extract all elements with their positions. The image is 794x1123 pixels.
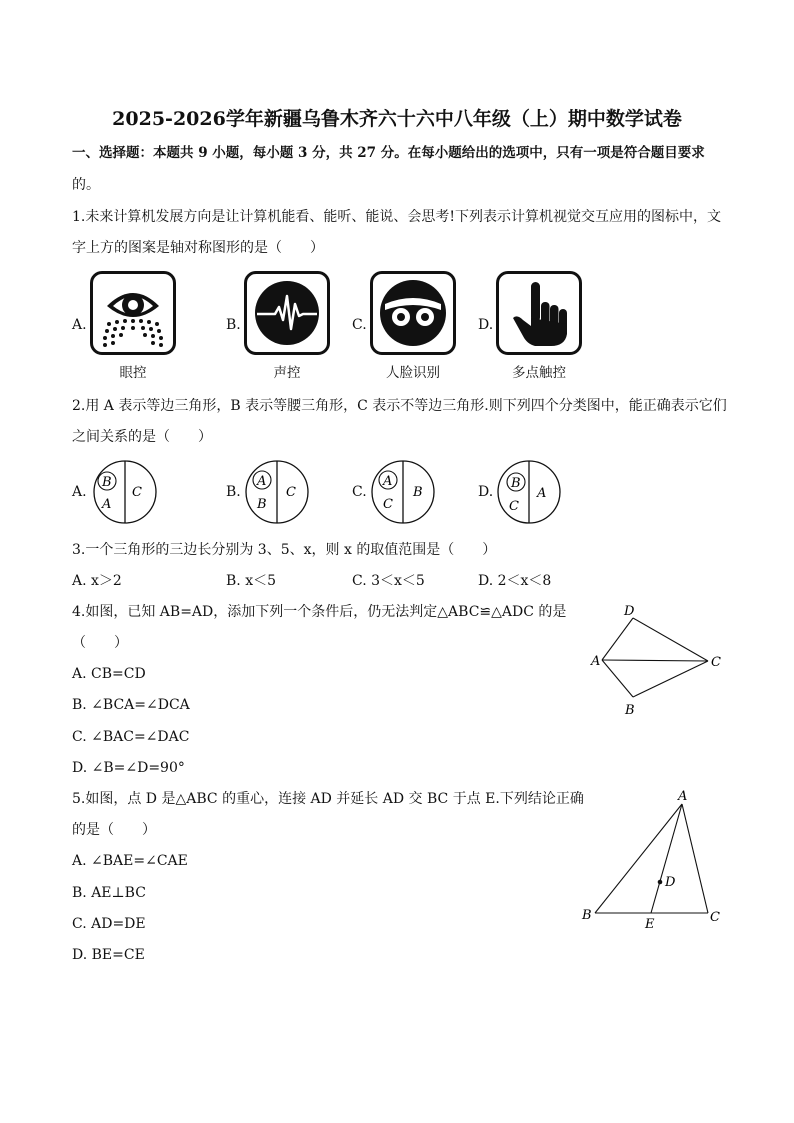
q4-label-a: A	[591, 654, 601, 669]
q5-option-d[interactable]: D. BE=CE	[72, 947, 145, 963]
q2-d-right-label: A	[537, 486, 547, 501]
q5-stem-cont: 的是（ ）	[72, 822, 156, 838]
q4-stem: 4.如图，已知 AB=AD，添加下列一个条件后，仍无法判定△ABC≌△ADC 的是	[72, 604, 567, 620]
q4-segment-ad	[602, 618, 633, 660]
q5-label-b: B	[582, 908, 592, 923]
q1-caption-c: 人脸识别	[386, 365, 440, 381]
pointing-hand-icon	[499, 274, 579, 352]
q4-option-a[interactable]: A. CB=CD	[72, 666, 146, 682]
q5-stem: 5.如图，点 D 是△ABC 的重心，连接 AD 并延长 AD 交 BC 于点 E.下列结论正确	[72, 791, 584, 807]
q2-b-circle-label: A	[257, 474, 267, 489]
q2-option-c[interactable]	[370, 460, 438, 526]
q1-option-b[interactable]	[244, 271, 330, 355]
q3-stem: 3.一个三角形的三边长分别为 3、5、x，则 x 的取值范围是（ ）	[72, 542, 497, 558]
q4-segment-bc	[633, 661, 708, 697]
q1-caption-b: 声控	[273, 365, 301, 381]
q2-a-inner-label: A	[102, 497, 112, 512]
q2-d-inner-label: C	[509, 499, 519, 514]
q4-figure	[588, 600, 728, 722]
q2-option-d-letter: D.	[478, 484, 494, 500]
q5-option-c[interactable]: C. AD=DE	[72, 916, 146, 932]
q4-option-d[interactable]: D. ∠B=∠D=90°	[72, 760, 185, 776]
q5-label-c: C	[710, 910, 720, 925]
q2-option-b[interactable]	[244, 460, 312, 526]
q3-option-a[interactable]: A. x＞2	[72, 573, 122, 589]
q1-option-c[interactable]	[370, 271, 456, 355]
eye-icon	[93, 274, 173, 352]
q4-segment-dc	[633, 618, 708, 661]
q1-option-d-letter: D.	[478, 317, 494, 333]
q4-label-b: B	[625, 703, 635, 718]
q4-label-c: C	[711, 655, 721, 670]
q2-stem: 2.用 A 表示等边三角形，B 表示等腰三角形，C 表示不等边三角形.则下列四个分类图中，能正确表示它们	[72, 398, 727, 414]
q5-label-e: E	[645, 917, 655, 932]
q2-c-inner-label: C	[383, 497, 393, 512]
q3-option-c[interactable]: C. 3＜x＜5	[352, 573, 425, 589]
q2-c-right-label: B	[413, 485, 423, 500]
q1-stem-cont: 字上方的图案是轴对称图形的是（ ）	[72, 240, 324, 256]
q4-label-d: D	[624, 604, 635, 619]
q2-c-circle-label: A	[383, 474, 393, 489]
section-heading-cont: 的。	[72, 177, 100, 193]
q2-option-a-letter: A.	[72, 484, 87, 500]
waveform-icon	[247, 274, 327, 352]
q1-option-a[interactable]	[90, 271, 176, 355]
section-heading: 一、选择题：本题共 9 小题，每小题 3 分，共 27 分。在每小题给出的选项中，只有一项是符合题目要求	[72, 145, 705, 161]
q4-option-b[interactable]: B. ∠BCA=∠DCA	[72, 697, 190, 713]
q4-option-c[interactable]: C. ∠BAC=∠DAC	[72, 729, 190, 745]
q2-stem-cont: 之间关系的是（ ）	[72, 429, 212, 445]
q5-segment-ab	[595, 804, 682, 913]
q2-option-a[interactable]	[92, 460, 160, 526]
q2-option-d[interactable]	[496, 460, 564, 526]
q3-option-d[interactable]: D. 2＜x＜8	[478, 573, 552, 589]
q5-label-a: A	[678, 789, 688, 804]
face-recognition-icon	[373, 274, 453, 352]
q5-segment-ac	[682, 804, 708, 913]
q2-option-b-letter: B.	[226, 484, 241, 500]
q5-figure	[578, 788, 728, 934]
q3-option-b[interactable]: B. x＜5	[226, 573, 276, 589]
q5-option-b[interactable]: B. AE⊥BC	[72, 885, 146, 901]
q2-d-circle-label: B	[511, 476, 521, 491]
q2-option-c-letter: C.	[352, 484, 367, 500]
q5-option-a[interactable]: A. ∠BAE=∠CAE	[72, 853, 188, 869]
q1-option-a-letter: A.	[72, 317, 87, 333]
q2-a-right-label: C	[132, 485, 142, 500]
q5-segment-ae	[651, 804, 682, 913]
q1-caption-a: 眼控	[119, 365, 147, 381]
q1-option-d[interactable]	[496, 271, 582, 355]
page-title: 2025-2026学年新疆乌鲁木齐六十六中八年级（上）期中数学试卷	[112, 108, 682, 130]
q1-option-c-letter: C.	[352, 317, 367, 333]
q2-a-circle-label: B	[102, 475, 112, 490]
q1-option-b-letter: B.	[226, 317, 241, 333]
q5-point-d	[658, 880, 663, 885]
q4-segment-ab	[602, 660, 633, 697]
q1-stem: 1.未来计算机发展方向是让计算机能看、能听、能说、会思考!下列表示计算机视觉交互应用的图标中，文	[72, 209, 721, 225]
q1-caption-d: 多点触控	[512, 365, 566, 381]
q5-label-d: D	[665, 875, 676, 890]
q2-b-right-label: C	[286, 485, 296, 500]
q2-b-inner-label: B	[257, 497, 267, 512]
q4-stem-cont: （ ）	[72, 635, 128, 651]
q4-segment-ac	[602, 660, 708, 661]
